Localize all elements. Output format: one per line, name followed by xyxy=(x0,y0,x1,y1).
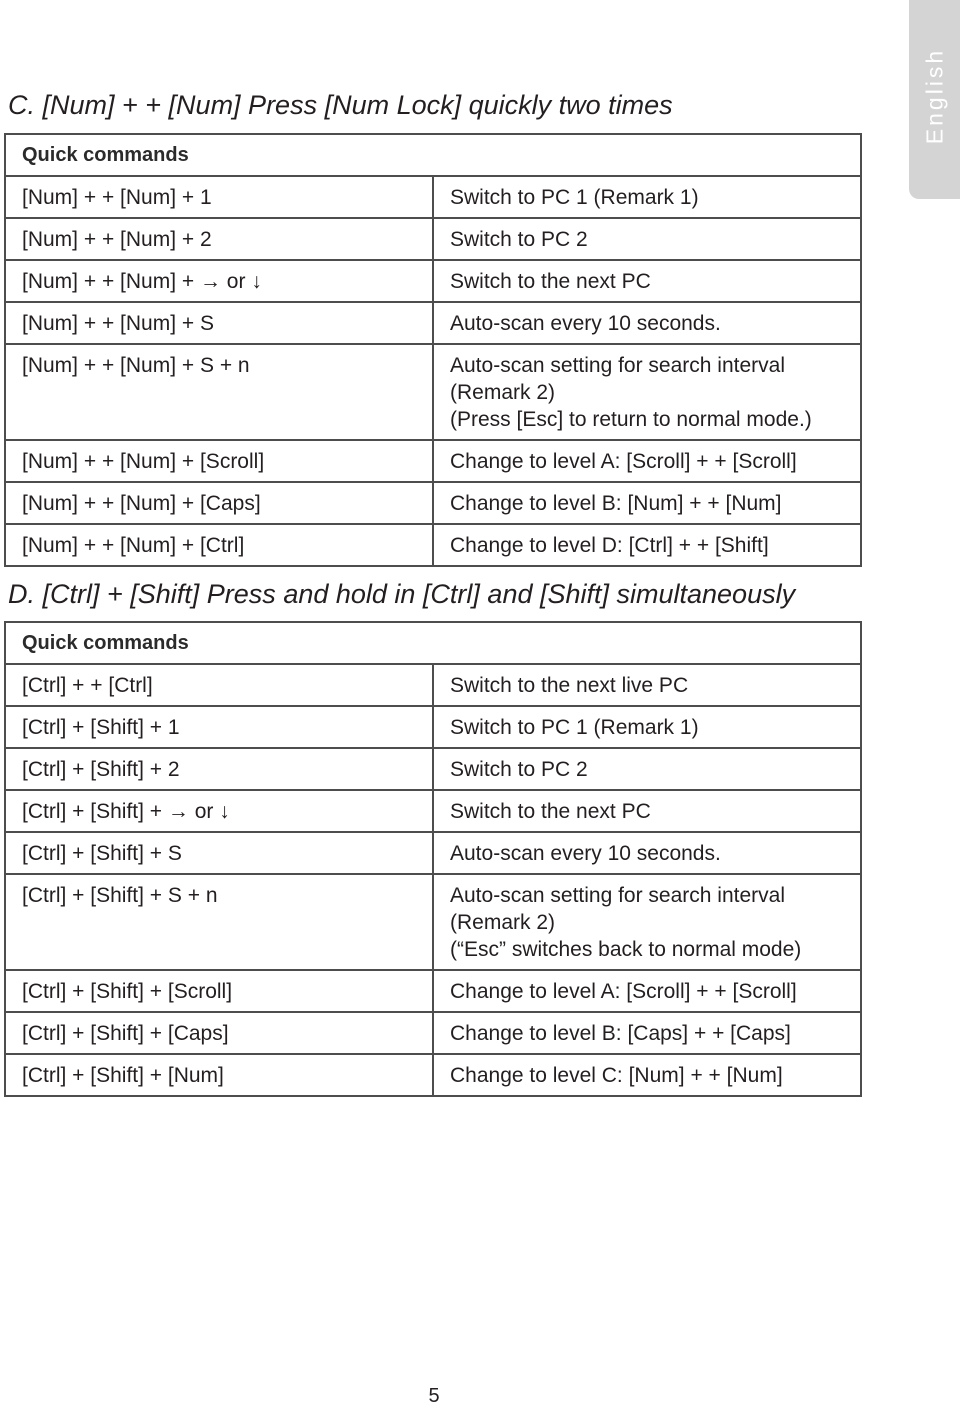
command-description: Switch to the next live PC xyxy=(433,664,861,706)
command-key: [Ctrl] + [Shift] + [Scroll] xyxy=(5,970,433,1012)
section-c-title: C. [Num] + + [Num] Press [Num Lock] quickly two times xyxy=(8,90,673,120)
command-description: Switch to PC 2 xyxy=(433,748,861,790)
command-description: Change to level C: [Num] + + [Num] xyxy=(433,1054,861,1096)
table-row xyxy=(5,260,861,302)
table-row xyxy=(5,440,861,482)
command-description: Switch to the next PC xyxy=(433,260,861,302)
table-row xyxy=(5,344,861,440)
table-row xyxy=(5,874,861,970)
command-key: [Num] + + [Num] + 1 xyxy=(5,176,433,218)
table-row xyxy=(5,482,861,524)
table-row xyxy=(5,664,861,706)
command-key: [Ctrl] + [Shift] + [Num] xyxy=(5,1054,433,1096)
table-row xyxy=(5,218,861,260)
command-description: Auto-scan every 10 seconds. xyxy=(433,832,861,874)
command-key: [Ctrl] + + [Ctrl] xyxy=(5,664,433,706)
command-key: [Ctrl] + [Shift] + 2 xyxy=(5,748,433,790)
command-description: Change to level B: [Num] + + [Num] xyxy=(433,482,861,524)
command-key: [Num] + + [Num] + S + n xyxy=(5,344,433,440)
table-header-row xyxy=(5,622,861,664)
command-description: Change to level D: [Ctrl] + + [Shift] xyxy=(433,524,861,566)
command-key: [Ctrl] + [Shift] + 1 xyxy=(5,706,433,748)
command-description: Auto-scan setting for search interval (Remark 2) (Press [Esc] to return to normal mode.) xyxy=(433,344,861,440)
table-row xyxy=(5,790,861,832)
command-description: Switch to the next PC xyxy=(433,790,861,832)
command-key: [Num] + + [Num] + → or ↓ xyxy=(5,260,433,302)
command-key: [Num] + + [Num] + 2 xyxy=(5,218,433,260)
command-key: [Ctrl] + [Shift] + S xyxy=(5,832,433,874)
command-description: Change to level A: [Scroll] + + [Scroll] xyxy=(433,440,861,482)
command-key: [Num] + + [Num] + [Ctrl] xyxy=(5,524,433,566)
table-row xyxy=(5,1054,861,1096)
command-description: Change to level B: [Caps] + + [Caps] xyxy=(433,1012,861,1054)
command-description: Switch to PC 1 (Remark 1) xyxy=(433,706,861,748)
table-row xyxy=(5,832,861,874)
table-row xyxy=(5,176,861,218)
table-header-row xyxy=(5,134,861,176)
section-d-table xyxy=(4,621,862,1097)
command-key: [Num] + + [Num] + [Caps] xyxy=(5,482,433,524)
command-key: [Ctrl] + [Shift] + S + n xyxy=(5,874,433,970)
table-row xyxy=(5,1012,861,1054)
command-description: Change to level A: [Scroll] + + [Scroll] xyxy=(433,970,861,1012)
table-row xyxy=(5,706,861,748)
command-key: [Num] + + [Num] + [Scroll] xyxy=(5,440,433,482)
command-description: Switch to PC 1 (Remark 1) xyxy=(433,176,861,218)
language-tab-label: English xyxy=(921,47,947,145)
table-header: Quick commands xyxy=(5,134,861,176)
language-tab xyxy=(909,0,960,199)
page-number: 5 xyxy=(428,1385,440,1407)
table-header: Quick commands xyxy=(5,622,861,664)
section-d-title: D. [Ctrl] + [Shift] Press and hold in [Ctrl] and [Shift] simultaneously xyxy=(8,579,796,609)
command-description: Auto-scan setting for search interval (Remark 2) (“Esc” switches back to normal mode) xyxy=(433,874,861,970)
table-row xyxy=(5,302,861,344)
table-row xyxy=(5,524,861,566)
command-description: Switch to PC 2 xyxy=(433,218,861,260)
table-row xyxy=(5,748,861,790)
command-key: [Ctrl] + [Shift] + [Caps] xyxy=(5,1012,433,1054)
command-key: [Num] + + [Num] + S xyxy=(5,302,433,344)
command-description: Auto-scan every 10 seconds. xyxy=(433,302,861,344)
command-key: [Ctrl] + [Shift] + → or ↓ xyxy=(5,790,433,832)
table-row xyxy=(5,970,861,1012)
section-c-table xyxy=(4,133,862,567)
